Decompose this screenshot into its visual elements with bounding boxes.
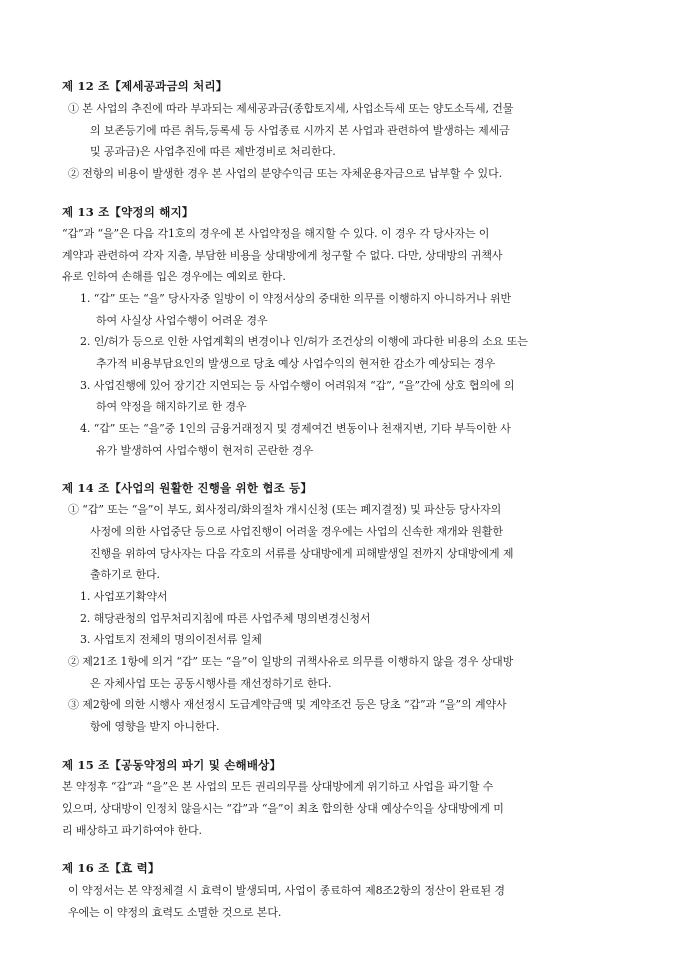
- article-heading: 제 16 조【효 력】: [62, 861, 160, 875]
- paragraph-line: 의 보존등기에 따른 취득,등록세 등 사업종료 시까지 본 사업과 관련하여 발생하는 제세금: [90, 124, 510, 137]
- paragraph-line: 계약과 관련하여 각자 지출, 부담한 비용을 상대방에게 청구할 수 없다. 다만, 상대방의 귀책사: [62, 249, 503, 262]
- paragraph-line: 있으며, 상대방이 인정치 않을시는 “갑”과 “을”이 최초 합의한 상대 예상수익을 상대방에게 미: [62, 802, 504, 815]
- list-item-line: 3. 사업토지 전체의 명의이전서류 일체: [80, 633, 262, 646]
- article-heading: 제 12 조【제세공과금의 처리】: [62, 79, 228, 93]
- paragraph-line: 은 자체사업 또는 공동시행사를 재선정하기로 한다.: [90, 677, 332, 690]
- list-item-line: 4. “갑” 또는 “을”중 1인의 금융거래정지 및 경제여건 변동이나 천재지변, 기타 부득이한 사: [80, 422, 511, 435]
- paragraph-line: 이 약정서는 본 약정체결 시 효력이 발생되며, 사업이 종료하여 제8조2항의 정산이 완료된 경: [68, 884, 505, 897]
- list-item-line: 2. 해당관청의 업무처리지침에 따른 사업주체 명의변경신청서: [80, 612, 371, 625]
- list-item-line: 하여 약정을 해지하기로 한 경우: [96, 400, 247, 413]
- paragraph-line: 및 공과금)은 사업추진에 따른 제반경비로 처리한다.: [90, 145, 336, 158]
- paragraph-line: 유로 인하여 손해를 입은 경우에는 예외로 한다.: [62, 270, 286, 283]
- list-item-line: 유가 발생하여 사업수행이 현저히 곤란한 경우: [96, 444, 313, 457]
- list-item-line: 추가적 비용부담요인의 발생으로 당초 예상 사업수익의 현저한 감소가 예상되는 경우: [96, 357, 495, 370]
- paragraph-line: 진행을 위하여 당사자는 다음 각호의 서류를 상대방에게 피해발생일 전까지 상대방에게 제: [90, 547, 514, 560]
- list-item-line: 1. “갑” 또는 “을” 당사자중 일방이 이 약정서상의 중대한 의무를 이행하지 아니하거나 위반: [80, 292, 512, 305]
- list-item-line: 하여 사실상 사업수행이 어려운 경우: [96, 314, 268, 327]
- list-item-line: 1. 사업포기확약서: [80, 590, 168, 603]
- paragraph-line: ② 전항의 비용이 발생한 경우 본 사업의 분양수익금 또는 자체운용자금으로 납부할 수 있다.: [68, 167, 502, 180]
- paragraph-line: ① 본 사업의 추진에 따라 부과되는 제세공과금(종합토지세, 사업소득세 또는 양도소득세, 건물: [68, 102, 514, 115]
- paragraph-line: ③ 제2항에 의한 시행사 재선정시 도급계약금액 및 계약조건 등은 당초 “갑”과 “을”의 계약사: [68, 698, 507, 711]
- article-heading: 제 13 조【약정의 해지】: [62, 205, 194, 219]
- paragraph-line: ② 제21조 1항에 의거 “갑” 또는 “을”이 일방의 귀책사유로 의무를 이행하지 않을 경우 상대방: [68, 655, 514, 668]
- paragraph-line: 사정에 의한 사업중단 등으로 사업진행이 어려울 경우에는 사업의 신속한 재개와 원활한: [90, 525, 503, 538]
- paragraph-line: 리 배상하고 파기하여야 한다.: [62, 824, 202, 837]
- paragraph-line: ① “갑” 또는 “을”이 부도, 회사정리/화의절차 개시신청 (또는 폐지결정) 및 파산등 당사자의: [68, 503, 502, 516]
- paragraph-line: 우에는 이 약정의 효력도 소멸한 것으로 본다.: [68, 906, 282, 919]
- article-heading: 제 15 조【공동약정의 파기 및 손해배상】: [62, 758, 282, 772]
- paragraph-line: 항에 영향을 받지 아니한다.: [90, 720, 220, 733]
- list-item-line: 3. 사업진행에 있어 장기간 지연되는 등 사업수행이 어려워져 “갑”, “을”간에 상호 협의에 의: [80, 379, 515, 392]
- paragraph-line: “갑”과 “을”은 다음 각1호의 경우에 본 사업약정을 해지할 수 있다. 이 경우 각 당사자는 이: [62, 227, 490, 240]
- paragraph-line: 본 약정후 “갑”과 “을”은 본 사업의 모든 권리의무를 상대방에게 위기하고 사업을 파기할 수: [62, 780, 494, 793]
- list-item-line: 2. 인/허가 등으로 인한 사업계획의 변경이나 인/허가 조건상의 이행에 과다한 비용의 소요 또는: [80, 335, 528, 348]
- article-heading: 제 14 조【사업의 원활한 진행을 위한 협조 등】: [62, 481, 313, 495]
- paragraph-line: 출하기로 한다.: [90, 568, 160, 581]
